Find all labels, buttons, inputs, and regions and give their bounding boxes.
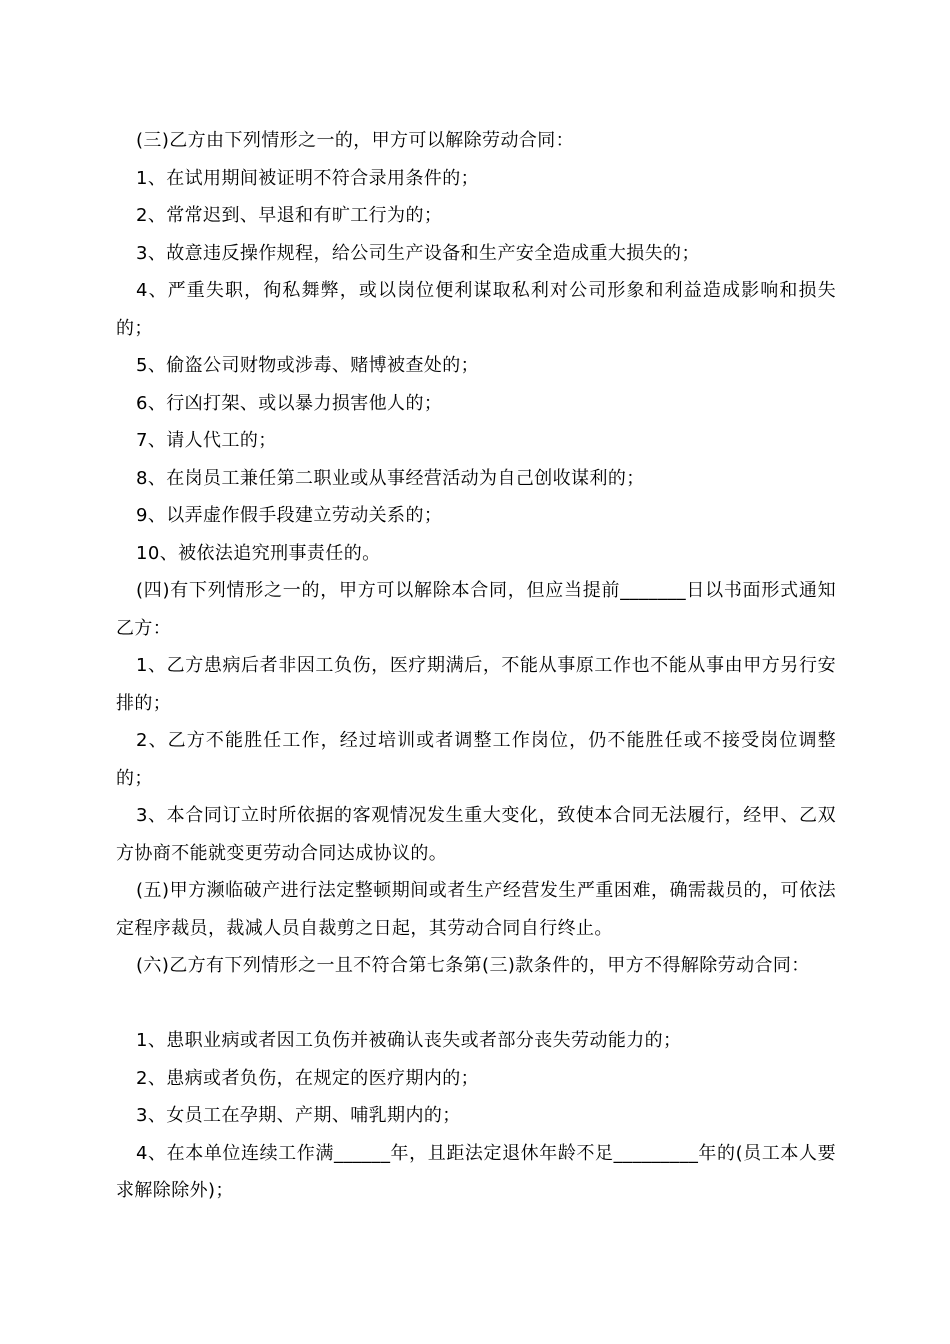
- blank-line: [116, 985, 836, 1023]
- clause-6-heading: (六)乙方有下列情形之一且不符合第七条第(三)款条件的，甲方不得解除劳动合同：: [136, 955, 810, 976]
- clause-4-item-2: 2、乙方不能胜任工作，经过培训或者调整工作岗位，仍不能胜任或不接受岗位调整的；: [116, 730, 836, 789]
- clause-3-item-9: 9、以弄虚作假手段建立劳动关系的；: [136, 505, 443, 526]
- clause-3-item-8: 8、在岗员工兼任第二职业或从事经营活动为自己创收谋利的；: [136, 467, 645, 489]
- clause-6-item-3: 3、女员工在孕期、产期、哺乳期内的；: [136, 1105, 461, 1126]
- clause-6-item-4: 4、在本单位连续工作满______年，且距法定退休年龄不足_________年的(员工本人要求解除除外)；: [116, 1142, 836, 1201]
- clause-3-item-1: 1、在试用期间被证明不符合录用条件的；: [136, 167, 480, 189]
- clause-4-item-3: 3、本合同订立时所依据的客观情况发生重大变化，致使本合同无法履行，经甲、乙双方协商不能就变更劳动合同达成协议的。: [116, 805, 836, 864]
- clause-3-item-5: 5、偷盗公司财物或涉毒、赌博被查处的；: [136, 355, 480, 376]
- clause-3-heading: (三)乙方由下列情形之一的，甲方可以解除劳动合同：: [136, 130, 575, 151]
- clause-3-item-2: 2、常常迟到、早退和有旷工行为的；: [136, 205, 443, 226]
- clause-5-paragraph: (五)甲方濒临破产进行法定整顿期间或者生产经营发生严重困难，确需裁员的，可依法定程序裁员，裁减人员自裁剪之日起，其劳动合同自行终止。: [116, 880, 836, 939]
- clause-4-item-1: 1、乙方患病后者非因工负伤，医疗期满后，不能从事原工作也不能从事由甲方另行安排的；: [116, 655, 836, 714]
- clause-3-item-6: 6、行凶打架、或以暴力损害他人的；: [136, 392, 443, 414]
- clause-3-item-3: 3、故意违反操作规程，给公司生产设备和生产安全造成重大损失的；: [136, 242, 700, 264]
- clause-4-heading: (四)有下列情形之一的，甲方可以解除本合同，但应当提前_______日以书面形式通知乙方：: [116, 580, 836, 639]
- clause-6-item-1: 1、患职业病或者因工负伤并被确认丧失或者部分丧失劳动能力的；: [136, 1030, 682, 1051]
- clause-3-item-4: 4、严重失职，徇私舞弊，或以岗位便利谋取私利对公司形象和利益造成影响和损失的；: [116, 280, 836, 339]
- clause-3-item-10: 10、被依法追究刑事责任的。: [136, 542, 381, 564]
- document-body: [116, 122, 836, 1210]
- clause-3-item-7: 7、请人代工的；: [136, 430, 277, 451]
- clause-6-item-2: 2、患病或者负伤，在规定的医疗期内的；: [136, 1067, 480, 1089]
